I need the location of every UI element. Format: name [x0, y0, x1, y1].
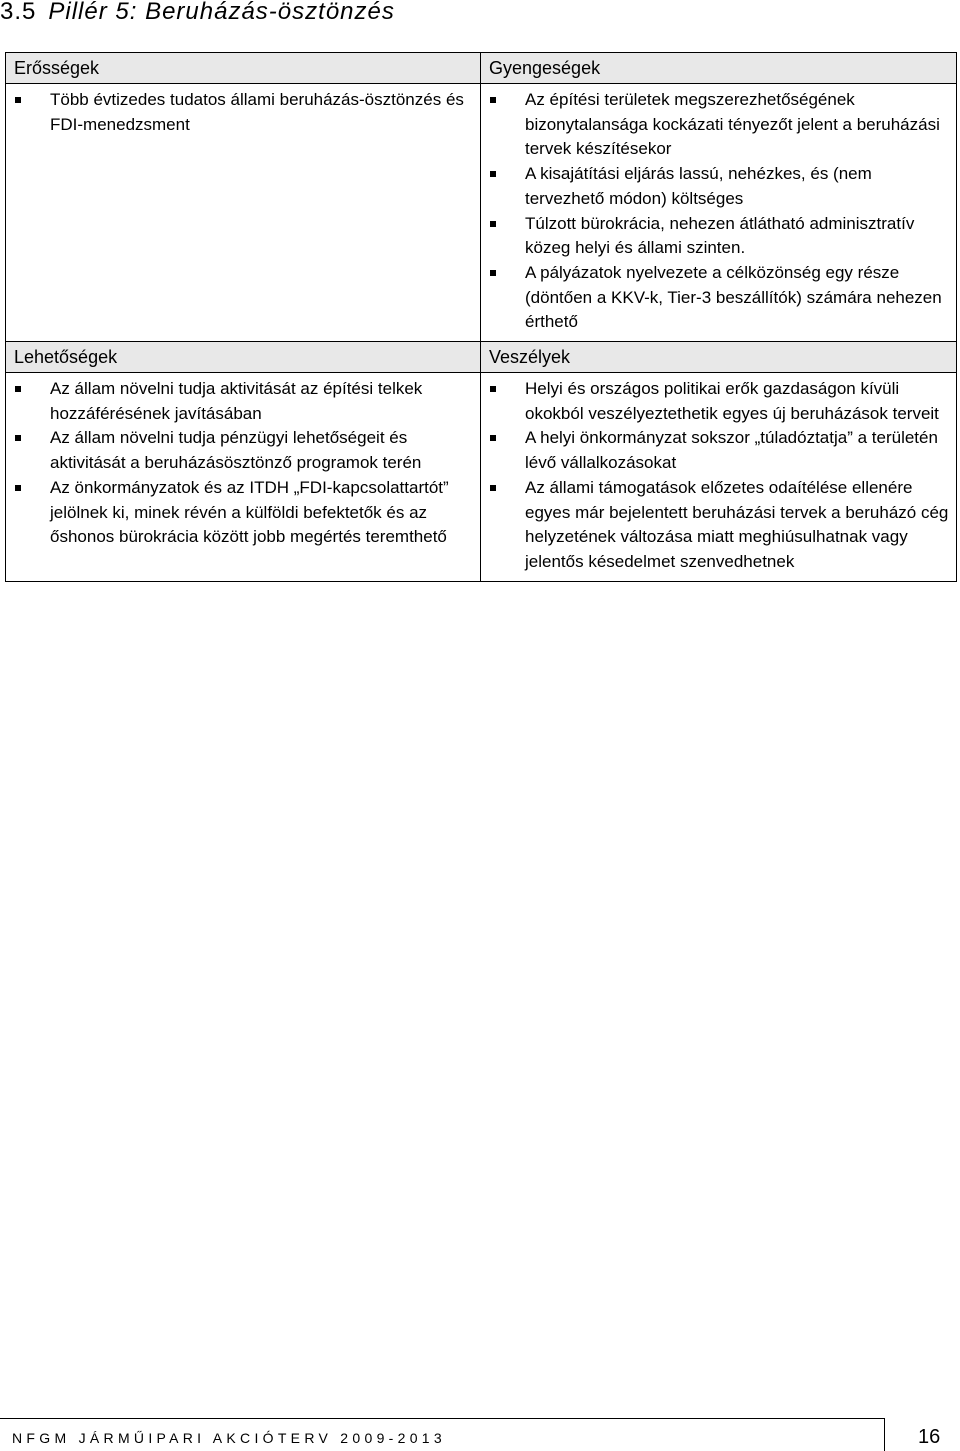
- weaknesses-item: [481, 261, 956, 335]
- weaknesses-item-text: Az építési területek megszerezhetőségének bizonytalansága kockázati tényezőt jelent a beruházási tervek készítésekor: [525, 90, 940, 159]
- weaknesses-item-text: Túlzott bürokrácia, nehezen átlátható adminisztratív közeg helyi és állami szinten.: [525, 213, 915, 258]
- weaknesses-item: [481, 212, 956, 261]
- opportunities-item-text: Az önkormányzatok és az ITDH „FDI-kapcsolattartót” jelölnek ki, minek révén a külföldi befektetők és az őshonos bürokrácia között jobb megértés teremthető: [50, 477, 449, 547]
- threats-item-text: Az állami támogatások előzetes odaítélése ellenére egyes már bejelentett beruházási tervek a beruházó cég helyzetének változása miatt meghiúsulhatnak vagy jelentős késedelmet szenvedhetnek: [525, 477, 949, 571]
- opportunities-item-text: Az állam növelni tudja pénzügyi lehetőségeit és aktivitását a beruházásösztönző programok terén: [50, 428, 422, 473]
- strengths-item-text: Több évtizedes tudatos állami beruházás-ösztönzés és FDI-menedzsment: [50, 90, 464, 134]
- weaknesses-cell: [481, 84, 957, 342]
- threats-item-text: A helyi önkormányzat sokszor „túladóztatja” a területén lévő vállalkozásokat: [525, 428, 938, 473]
- strengths-cell: [6, 84, 481, 342]
- swot-body-row-bottom: [6, 373, 957, 582]
- weaknesses-item: [481, 88, 956, 162]
- swot-table: [5, 52, 957, 582]
- section-number: 3.5: [0, 0, 37, 25]
- section-title: Pillér 5: Beruházás-ösztönzés: [48, 0, 395, 25]
- strengths-item: [6, 88, 480, 137]
- square-bullet-icon: [15, 97, 21, 103]
- square-bullet-icon: [15, 435, 21, 441]
- square-bullet-icon: [490, 221, 496, 227]
- opportunities-item: [6, 377, 480, 426]
- threats-item: [481, 426, 956, 475]
- swot-body-row-top: [6, 84, 957, 342]
- opportunities-heading: Lehetőségek: [6, 342, 481, 373]
- footer-divider: [884, 1418, 885, 1451]
- square-bullet-icon: [490, 270, 496, 276]
- threats-item: [481, 377, 956, 426]
- weaknesses-item: [481, 162, 956, 211]
- weaknesses-list: [481, 88, 956, 335]
- weaknesses-item-text: A kisajátítási eljárás lassú, nehézkes, és (nem tervezhető módon) költséges: [525, 164, 872, 208]
- square-bullet-icon: [490, 485, 496, 491]
- page-footer: [0, 1418, 960, 1451]
- square-bullet-icon: [490, 97, 496, 103]
- footer-rule: [0, 1418, 884, 1419]
- section-heading: [0, 0, 395, 26]
- opportunities-list: [6, 377, 480, 550]
- threats-cell: [481, 373, 957, 582]
- swot-header-row-bottom: [6, 342, 957, 373]
- opportunities-cell: [6, 373, 481, 582]
- square-bullet-icon: [490, 386, 496, 392]
- square-bullet-icon: [490, 171, 496, 177]
- strengths-list: [6, 88, 480, 137]
- threats-item-text: Helyi és országos politikai erők gazdaságon kívüli okokból veszélyeztethetik egyes új beruházások terveit: [525, 379, 939, 423]
- square-bullet-icon: [490, 435, 496, 441]
- threats-item: [481, 476, 956, 575]
- weaknesses-item-text: A pályázatok nyelvezete a célközönség egy része (döntően a KKV-k, Tier-3 beszállítók) számára nehezen érthető: [525, 262, 942, 332]
- page-number: 16: [918, 1426, 941, 1448]
- opportunities-item-text: Az állam növelni tudja aktivitását az építési telkek hozzáférésének javításában: [50, 379, 423, 423]
- weaknesses-heading: Gyengeségek: [481, 53, 957, 84]
- square-bullet-icon: [15, 485, 21, 491]
- footer-title: NFGM JÁRMŰIPARI AKCIÓTERV 2009-2013: [12, 1430, 446, 1446]
- threats-list: [481, 377, 956, 575]
- opportunities-item: [6, 476, 480, 550]
- strengths-heading: Erősségek: [6, 53, 481, 84]
- square-bullet-icon: [15, 386, 21, 392]
- opportunities-item: [6, 426, 480, 475]
- threats-heading: Veszélyek: [481, 342, 957, 373]
- swot-header-row-top: [6, 53, 957, 84]
